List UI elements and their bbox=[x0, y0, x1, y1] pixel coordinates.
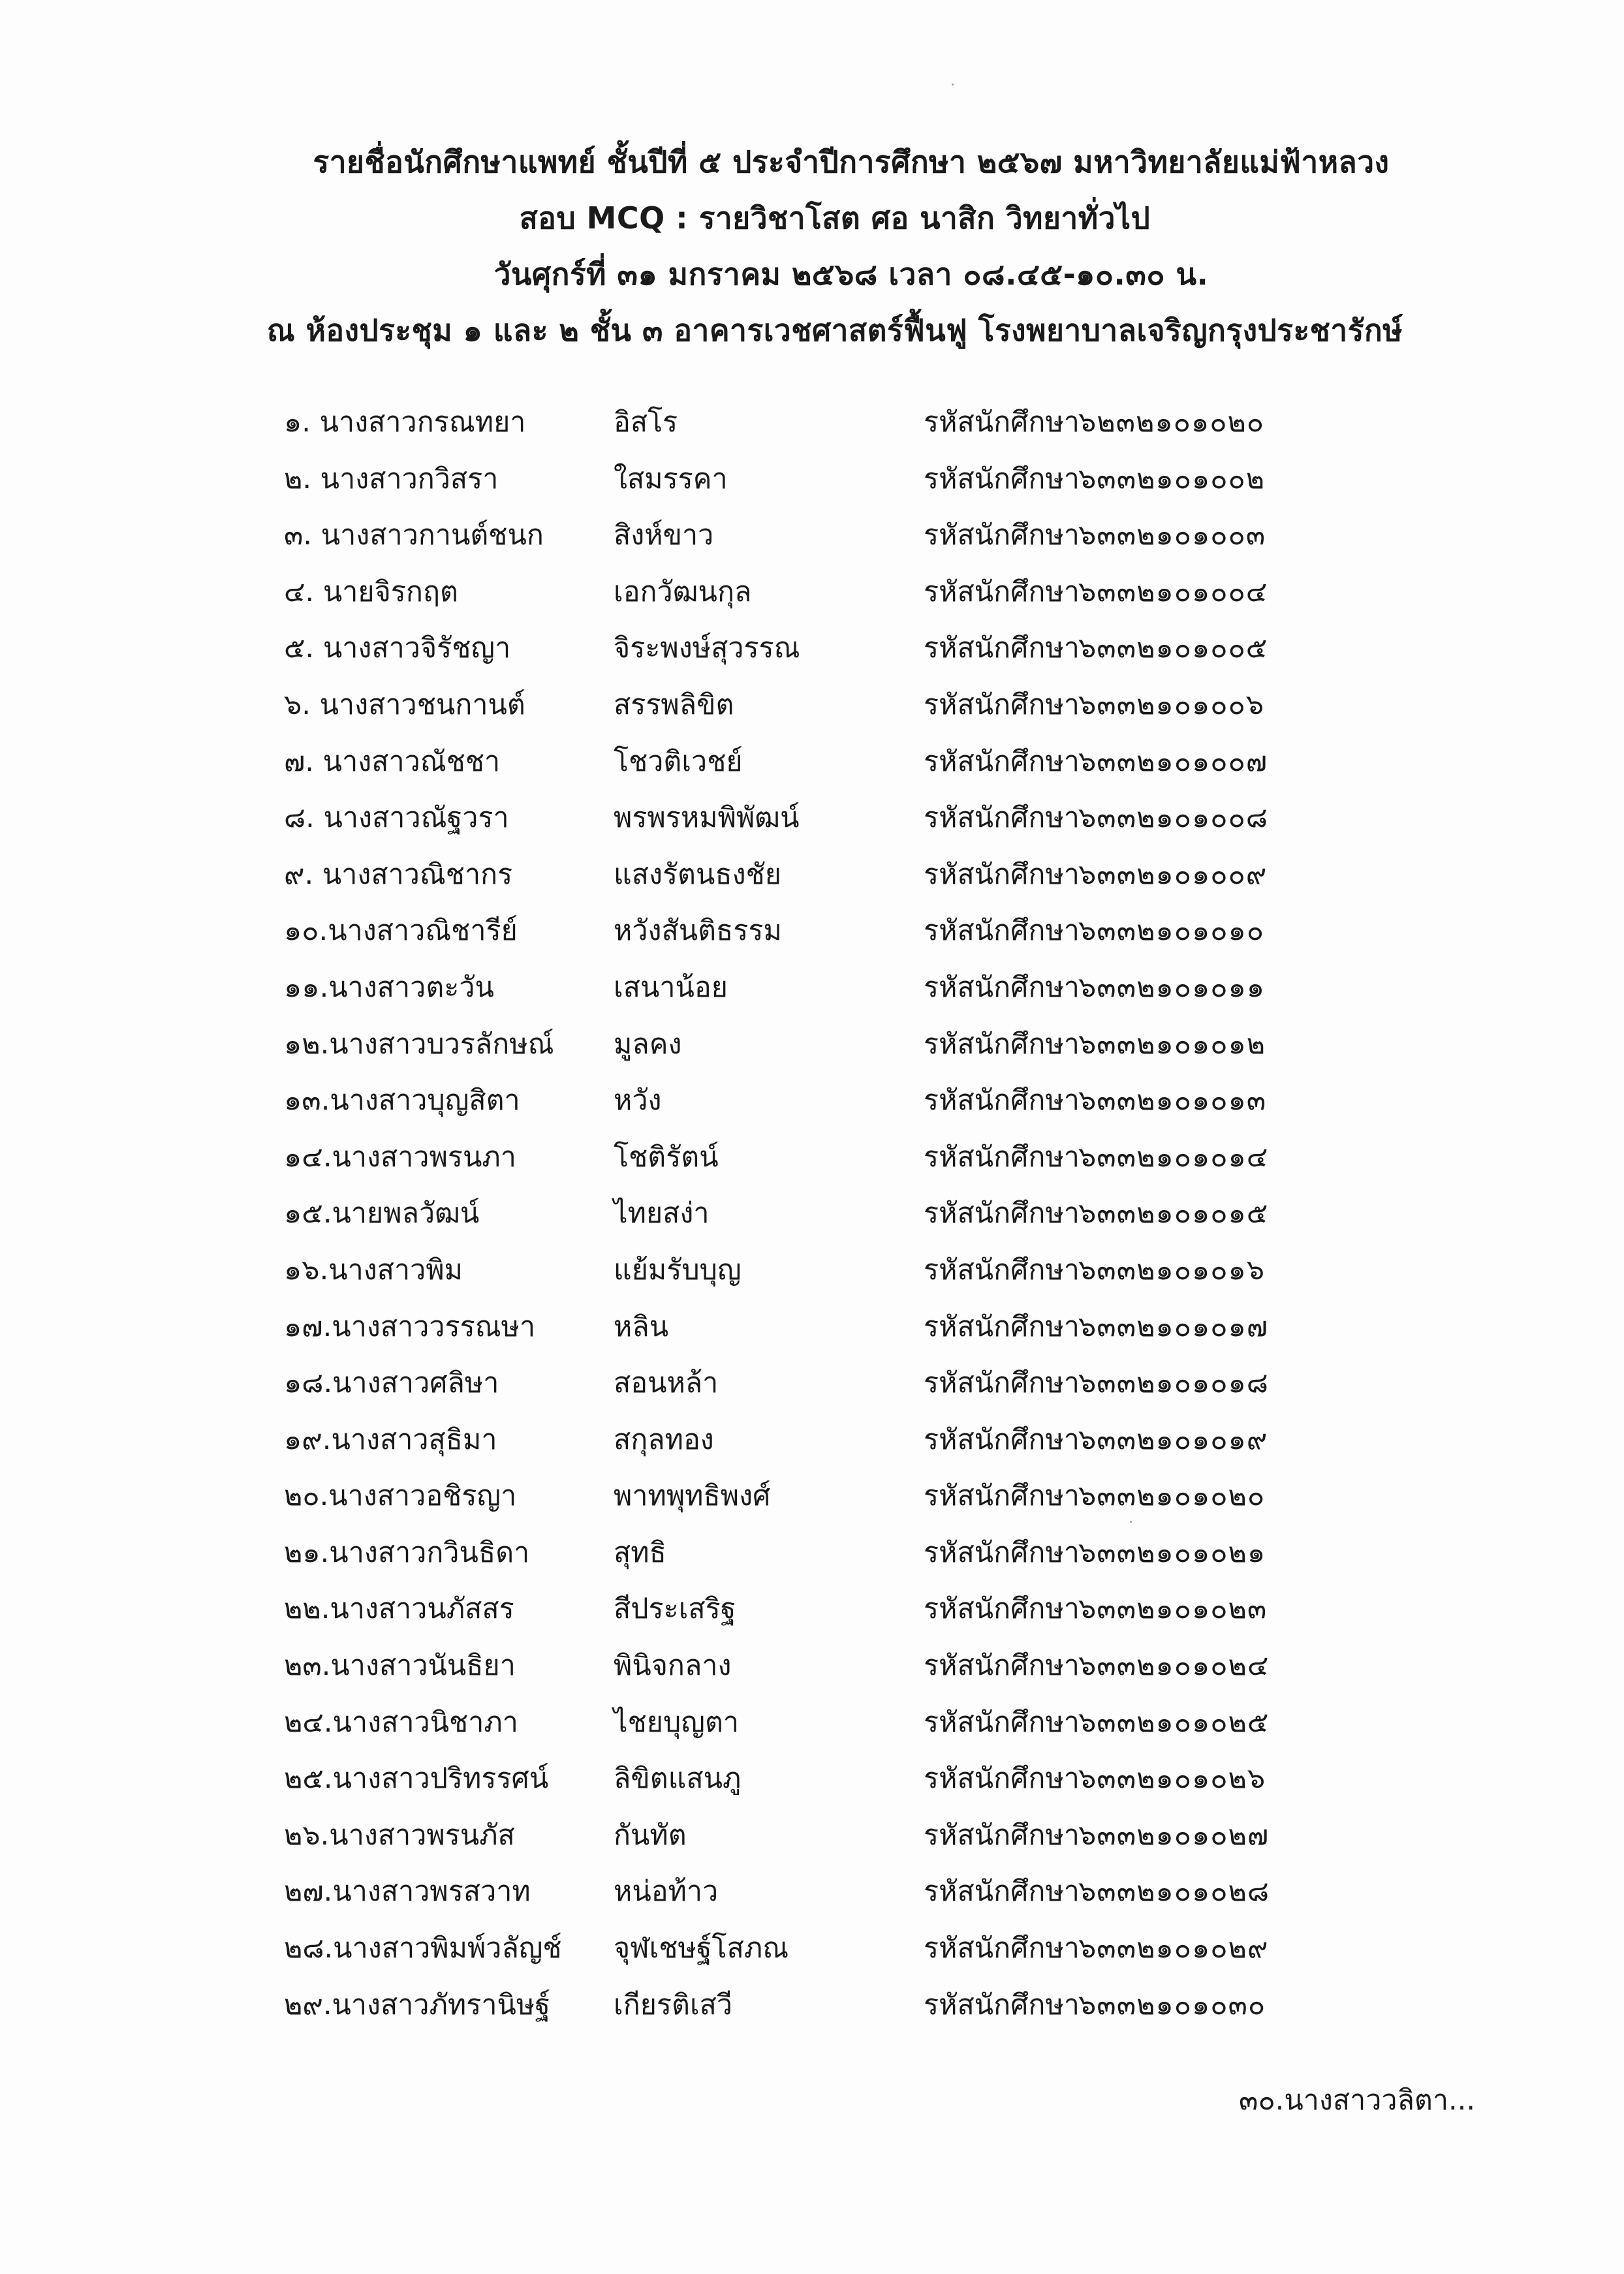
student-id: ๖๓๓๒๑๐๑๐๑๒ bbox=[1078, 1027, 1266, 1061]
header-title: รายชื่อนักศึกษาแพทย์ ชั้นปีที่ ๕ ประจำปีการศึกษา ๒๕๖๗ มหาวิทยาลัยแม่ฟ้าหลวง bbox=[313, 144, 1390, 179]
student-id: ๖๓๓๒๑๐๑๐๒๙ bbox=[1078, 1932, 1269, 1965]
student-surname: ลิขิตแสนภู bbox=[614, 1762, 742, 1796]
student-name: ๗. นางสาวณัชชา bbox=[284, 745, 501, 778]
student-id-label: รหัสนักศึกษา bbox=[924, 1367, 1080, 1400]
student-name: ๒๑.นางสาวกวินธิดา bbox=[284, 1536, 530, 1569]
student-name: ๘. นางสาวณัฐวรา bbox=[284, 802, 509, 835]
student-id-label: รหัสนักศึกษา bbox=[924, 1197, 1080, 1230]
student-row bbox=[0, 847, 1624, 903]
student-row bbox=[0, 1977, 1624, 2034]
student-row bbox=[0, 1185, 1624, 1242]
student-row bbox=[0, 1863, 1624, 1920]
student-id: ๖๓๓๒๑๐๑๐๒๓ bbox=[1078, 1593, 1268, 1626]
student-surname: โชวติเวชย์ bbox=[614, 745, 743, 778]
student-name: ๙. นางสาวณิชากร bbox=[284, 858, 513, 891]
student-id-label: รหัสนักศึกษา bbox=[924, 1649, 1080, 1683]
student-row bbox=[0, 1016, 1624, 1073]
student-surname: แย้มรับบุญ bbox=[614, 1253, 742, 1286]
student-row bbox=[0, 1242, 1624, 1299]
student-surname: หวัง bbox=[614, 1084, 662, 1117]
student-row bbox=[0, 1638, 1624, 1694]
header-datetime: วันศุกร์ที่ ๓๑ มกราคม ๒๕๖๘ เวลา ๐๘.๔๕-๑๐.๓๐ น. bbox=[493, 257, 1209, 292]
student-id-label: รหัสนักศึกษา bbox=[924, 971, 1080, 1004]
student-name: ๑๖.นางสาวพิม bbox=[284, 1253, 463, 1286]
student-surname: สิงห์ขาว bbox=[614, 519, 714, 552]
student-id: ๖๓๓๒๑๐๑๐๓๐ bbox=[1078, 1988, 1266, 2021]
student-name: ๑๘.นางสาวศลิษา bbox=[284, 1367, 499, 1400]
student-surname: เกียรติเสวี bbox=[614, 1988, 733, 2021]
student-id-label: รหัสนักศึกษา bbox=[924, 914, 1080, 948]
student-id: ๖๓๓๒๑๐๑๐๒๗ bbox=[1078, 1818, 1270, 1852]
student-id-label: รหัสนักศึกษา bbox=[924, 1593, 1080, 1626]
student-surname: หน่อท้าว bbox=[614, 1875, 719, 1908]
student-name: ๕. นางสาวจิรัชญา bbox=[284, 632, 511, 665]
student-name: ๑๙.นางสาวสุธิมา bbox=[284, 1423, 497, 1456]
student-id: ๖๓๓๒๑๐๑๐๑๓ bbox=[1078, 1084, 1267, 1117]
student-name: ๒๒.นางสาวนภัสสร bbox=[284, 1593, 514, 1626]
student-name: ๒๖.นางสาวพรนภัส bbox=[284, 1818, 515, 1852]
student-id: ๖๓๓๒๑๐๑๐๐๕ bbox=[1078, 632, 1268, 665]
student-id: ๖๓๓๒๑๐๑๐๐๖ bbox=[1078, 688, 1265, 721]
student-id: ๖๓๓๒๑๐๑๐๑๕ bbox=[1078, 1197, 1269, 1230]
student-id: ๖๓๓๒๑๐๑๐๒๕ bbox=[1078, 1706, 1270, 1739]
student-id: ๖๓๓๒๑๐๑๐๑๙ bbox=[1078, 1423, 1268, 1456]
student-id-label: รหัสนักศึกษา bbox=[924, 632, 1080, 665]
student-id-label: รหัสนักศึกษา bbox=[924, 1536, 1080, 1569]
student-id-label: รหัสนักศึกษา bbox=[924, 1140, 1080, 1174]
student-row bbox=[0, 1299, 1624, 1356]
student-name: ๒๔.นางสาวนิชาภา bbox=[284, 1706, 518, 1739]
student-surname: พินิจกลาง bbox=[614, 1649, 732, 1683]
student-row bbox=[0, 903, 1624, 959]
student-id-label: รหัสนักศึกษา bbox=[924, 1027, 1080, 1061]
student-name: ๑๕.นายพลวัฒน์ bbox=[284, 1197, 480, 1230]
student-id: ๖๓๓๒๑๐๑๐๑๐ bbox=[1078, 914, 1265, 948]
header-venue: ณ ห้องประชุม ๑ และ ๒ ชั้น ๓ อาคารเวชศาสตร์ฟื้นฟู โรงพยาบาลเจริญกรุงประชารักษ์ bbox=[266, 313, 1403, 348]
student-roster bbox=[0, 394, 1624, 2033]
student-name: ๑๔.นางสาวพรนภา bbox=[284, 1140, 516, 1174]
student-id: ๖๓๓๒๑๐๑๐๐๘ bbox=[1078, 802, 1268, 835]
student-row bbox=[0, 1920, 1624, 1977]
student-row bbox=[0, 734, 1624, 790]
student-row bbox=[0, 1355, 1624, 1412]
student-row bbox=[0, 1525, 1624, 1581]
student-row bbox=[0, 620, 1624, 677]
student-id-label: รหัสนักศึกษา bbox=[924, 1253, 1080, 1286]
student-name: ๒๗.นางสาวพรสวาท bbox=[284, 1875, 531, 1908]
student-id-label: รหัสนักศึกษา bbox=[924, 1818, 1080, 1852]
student-id: ๖๓๓๒๑๐๑๐๑๑ bbox=[1078, 971, 1266, 1004]
continuation-note: ๓๐.นางสาววลิตา... bbox=[1239, 2084, 1475, 2117]
student-surname: สุทธิ bbox=[614, 1536, 666, 1569]
student-id: ๖๓๓๒๑๐๑๐๑๘ bbox=[1078, 1367, 1269, 1400]
student-name: ๑๑.นางสาวตะวัน bbox=[284, 971, 494, 1004]
student-name: ๔. นายจิรกฤต bbox=[284, 575, 458, 608]
student-id-label: รหัสนักศึกษา bbox=[924, 575, 1080, 608]
student-id: ๖๓๓๒๑๐๑๐๐๗ bbox=[1078, 745, 1268, 778]
student-row bbox=[0, 1129, 1624, 1186]
student-id: ๖๓๓๒๑๐๑๐๐๙ bbox=[1078, 858, 1268, 891]
student-surname: สอนหล้า bbox=[614, 1367, 719, 1400]
document-header bbox=[0, 134, 1624, 358]
student-name: ๑๓.นางสาวบุญสิตา bbox=[284, 1084, 520, 1117]
student-surname: สกุลทอง bbox=[614, 1423, 714, 1456]
student-name: ๑. นางสาวกรณทยา bbox=[284, 406, 526, 439]
student-name: ๑๗.นางสาววรรณษา bbox=[284, 1310, 536, 1343]
student-id-label: รหัสนักศึกษา bbox=[924, 1932, 1080, 1965]
student-row bbox=[0, 1412, 1624, 1469]
student-surname: จุฬเชษฐ์โสภณ bbox=[614, 1932, 789, 1965]
student-id-label: รหัสนักศึกษา bbox=[924, 1988, 1080, 2021]
student-surname: ไชยบุญตา bbox=[614, 1706, 740, 1739]
student-id: ๖๓๓๒๑๐๑๐๒๐ bbox=[1078, 1480, 1266, 1513]
student-id: ๖๓๓๒๑๐๑๐๒๘ bbox=[1078, 1875, 1270, 1908]
student-surname: พรพรหมพิพัฒน์ bbox=[614, 802, 800, 835]
student-surname: จิระพงษ์สุวรรณ bbox=[614, 632, 800, 665]
student-name: ๒๐.นางสาวอชิรญา bbox=[284, 1480, 517, 1513]
student-row bbox=[0, 1807, 1624, 1864]
student-id-label: รหัสนักศึกษา bbox=[924, 519, 1080, 552]
student-row bbox=[0, 677, 1624, 734]
scan-speck bbox=[952, 84, 954, 86]
student-name: ๒๓.นางสาวนันธิยา bbox=[284, 1649, 516, 1683]
student-id-label: รหัสนักศึกษา bbox=[924, 1084, 1080, 1117]
student-id: ๖๓๓๒๑๐๑๐๑๖ bbox=[1078, 1253, 1266, 1286]
student-row bbox=[0, 507, 1624, 564]
header-exam: สอบ MCQ : รายวิชาโสต ศอ นาสิก วิทยาทั่วไป bbox=[519, 200, 1151, 236]
student-id: ๖๒๓๒๑๐๑๐๒๐ bbox=[1078, 406, 1265, 439]
student-id: ๖๓๓๒๑๐๑๐๐๓ bbox=[1078, 519, 1266, 552]
student-id: ๖๓๓๒๑๐๑๐๐๒ bbox=[1078, 462, 1266, 495]
student-name: ๖. นางสาวชนกานต์ bbox=[284, 688, 525, 721]
student-id-label: รหัสนักศึกษา bbox=[924, 1310, 1080, 1343]
student-name: ๓. นางสาวกานต์ชนก bbox=[284, 519, 544, 552]
student-surname: หวังสันติธรรม bbox=[614, 914, 782, 948]
student-row bbox=[0, 1581, 1624, 1638]
student-id: ๖๓๓๒๑๐๑๐๒๑ bbox=[1078, 1536, 1266, 1569]
student-surname: อิสโร bbox=[614, 406, 678, 439]
student-surname: พาทพุทธิพงศ์ bbox=[614, 1480, 771, 1513]
student-row bbox=[0, 1694, 1624, 1751]
student-surname: กันทัต bbox=[614, 1818, 687, 1852]
student-surname: ไทยสง่า bbox=[614, 1197, 710, 1230]
student-name: ๒๙.นางสาวภัทรานิษฐ์ bbox=[284, 1988, 550, 2021]
student-surname: สีประเสริฐ bbox=[614, 1593, 736, 1626]
student-name: ๑๐.นางสาวณิชารีย์ bbox=[284, 914, 518, 948]
student-id-label: รหัสนักศึกษา bbox=[924, 1875, 1080, 1908]
student-id: ๖๓๓๒๑๐๑๐๑๔ bbox=[1078, 1140, 1269, 1174]
student-surname: เอกวัฒนกุล bbox=[614, 575, 752, 608]
student-surname: หลิน bbox=[614, 1310, 669, 1343]
student-id-label: รหัสนักศึกษา bbox=[924, 802, 1080, 835]
student-row bbox=[0, 1468, 1624, 1525]
student-id-label: รหัสนักศึกษา bbox=[924, 1423, 1080, 1456]
student-surname: โชติรัตน์ bbox=[614, 1140, 719, 1174]
student-row bbox=[0, 959, 1624, 1016]
student-id: ๖๓๓๒๑๐๑๐๐๔ bbox=[1078, 575, 1268, 608]
student-row bbox=[0, 790, 1624, 847]
student-name: ๑๒.นางสาวบวรลักษณ์ bbox=[284, 1027, 554, 1061]
student-row bbox=[0, 394, 1624, 451]
student-id-label: รหัสนักศึกษา bbox=[924, 688, 1080, 721]
student-row bbox=[0, 451, 1624, 508]
student-name: ๒๘.นางสาวพิมพ์วลัญช์ bbox=[284, 1932, 562, 1965]
student-id-label: รหัสนักศึกษา bbox=[924, 1762, 1080, 1796]
student-name: ๒. นางสาวกวิสรา bbox=[284, 462, 499, 495]
student-row bbox=[0, 1751, 1624, 1807]
student-surname: สรรพลิขิต bbox=[614, 688, 734, 721]
student-id-label: รหัสนักศึกษา bbox=[924, 1706, 1080, 1739]
student-id-label: รหัสนักศึกษา bbox=[924, 406, 1080, 439]
student-surname: แสงรัตนธงชัย bbox=[614, 858, 781, 891]
student-name: ๒๕.นางสาวปริทรรศน์ bbox=[284, 1762, 549, 1796]
student-id: ๖๓๓๒๑๐๑๐๒๔ bbox=[1078, 1649, 1270, 1683]
student-surname: เสนาน้อย bbox=[614, 971, 728, 1004]
student-id-label: รหัสนักศึกษา bbox=[924, 745, 1080, 778]
student-surname: ใสมรรคา bbox=[614, 462, 728, 495]
student-row bbox=[0, 564, 1624, 621]
student-row bbox=[0, 1072, 1624, 1129]
student-id: ๖๓๓๒๑๐๑๐๒๖ bbox=[1078, 1762, 1266, 1796]
student-id-label: รหัสนักศึกษา bbox=[924, 1480, 1080, 1513]
student-id: ๖๓๓๒๑๐๑๐๑๗ bbox=[1078, 1310, 1269, 1343]
student-surname: มูลคง bbox=[614, 1027, 682, 1061]
student-id-label: รหัสนักศึกษา bbox=[924, 858, 1080, 891]
student-id-label: รหัสนักศึกษา bbox=[924, 462, 1080, 495]
